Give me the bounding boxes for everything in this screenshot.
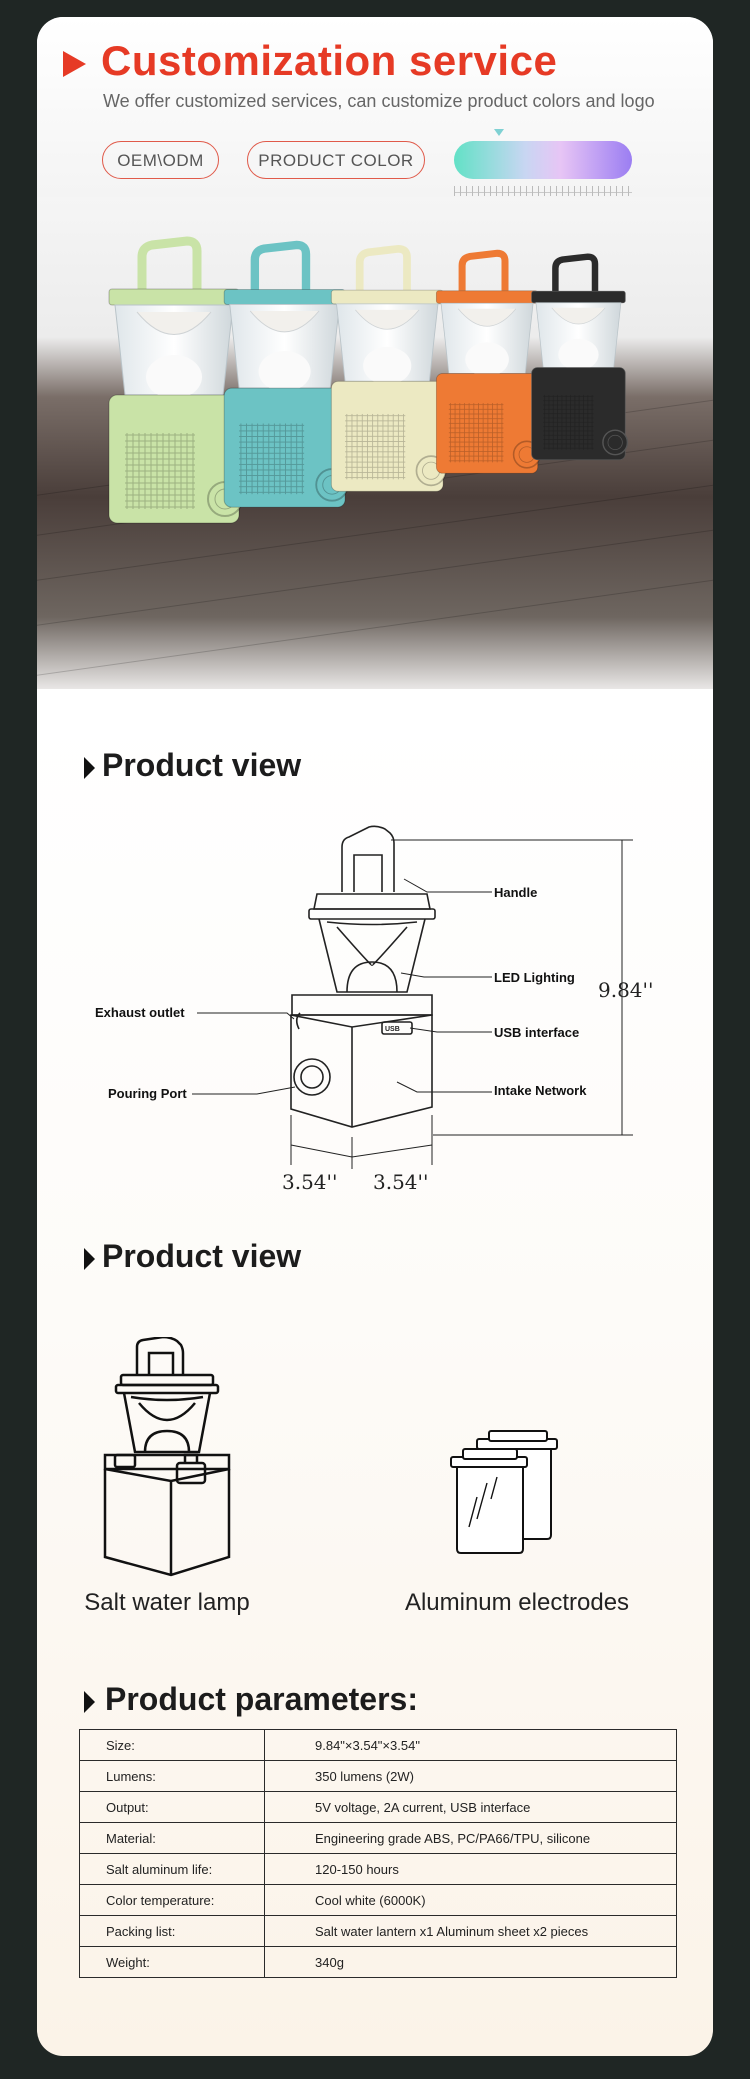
product-detail-card bbox=[37, 17, 713, 2056]
table-row bbox=[80, 1947, 677, 1978]
customization-header bbox=[37, 17, 713, 197]
param-value: 9.84"×3.54"×3.54" bbox=[265, 1730, 677, 1761]
section-triangle-icon bbox=[84, 1691, 95, 1713]
param-label: Weight: bbox=[80, 1947, 265, 1978]
param-label: Color temperature: bbox=[80, 1885, 265, 1916]
usb-badge-label: USB bbox=[385, 1026, 400, 1033]
param-value: 350 lumens (2W) bbox=[265, 1761, 677, 1792]
callout-handle: Handle bbox=[494, 885, 538, 900]
lantern-2 bbox=[224, 245, 348, 507]
param-label: Output: bbox=[80, 1792, 265, 1823]
param-label: Lumens: bbox=[80, 1761, 265, 1792]
callout-pouring-port: Pouring Port bbox=[108, 1086, 187, 1101]
color-gradient-slider[interactable] bbox=[454, 141, 632, 179]
table-row bbox=[80, 1916, 677, 1947]
table-row bbox=[80, 1730, 677, 1761]
width-dimension: 3.54'' bbox=[282, 1170, 338, 1194]
oem-odm-button[interactable]: OEM\ODM bbox=[102, 141, 219, 179]
param-value: 120-150 hours bbox=[265, 1854, 677, 1885]
lantern-technical-drawing bbox=[37, 797, 713, 1217]
param-value: 340g bbox=[265, 1947, 677, 1978]
table-row bbox=[80, 1885, 677, 1916]
height-dimension: 9.84'' bbox=[598, 978, 654, 1002]
caption-salt-water-lamp: Salt water lamp bbox=[84, 1589, 250, 1616]
param-label: Salt aluminum life: bbox=[80, 1854, 265, 1885]
lantern-1 bbox=[109, 241, 242, 523]
section-triangle-icon bbox=[84, 1248, 95, 1270]
parameters-table bbox=[79, 1729, 677, 1978]
callout-intake-network: Intake Network bbox=[494, 1083, 587, 1098]
page-title: Customization service bbox=[101, 37, 558, 84]
lantern-4 bbox=[436, 253, 540, 473]
table-row bbox=[80, 1761, 677, 1792]
table-row bbox=[80, 1792, 677, 1823]
callout-exhaust-outlet: Exhaust outlet bbox=[95, 1005, 185, 1020]
product-view-title-2: Product view bbox=[102, 1238, 302, 1274]
table-row bbox=[80, 1823, 677, 1854]
param-value: Salt water lantern x1 Aluminum sheet x2 pieces bbox=[265, 1916, 677, 1947]
param-value: Engineering grade ABS, PC/PA66/TPU, silicone bbox=[265, 1823, 677, 1854]
color-picker-marker-icon bbox=[494, 129, 504, 136]
lantern-5 bbox=[532, 257, 628, 460]
param-label: Material: bbox=[80, 1823, 265, 1854]
product-view-title: Product view bbox=[102, 747, 302, 783]
param-label: Packing list: bbox=[80, 1916, 265, 1947]
section-triangle-icon bbox=[84, 757, 95, 779]
lantern-3 bbox=[331, 249, 445, 492]
caption-aluminum-electrodes: Aluminum electrodes bbox=[404, 1589, 630, 1616]
salt-water-lamp-icon bbox=[97, 1337, 247, 1587]
play-triangle-icon bbox=[63, 51, 86, 77]
depth-dimension: 3.54'' bbox=[373, 1170, 429, 1194]
lantern-color-photo bbox=[37, 197, 713, 689]
aluminum-electrodes-icon bbox=[447, 1427, 572, 1567]
table-row bbox=[80, 1854, 677, 1885]
product-parameters-title: Product parameters: bbox=[105, 1681, 418, 1717]
color-scale-ticks bbox=[454, 186, 632, 196]
param-value: 5V voltage, 2A current, USB interface bbox=[265, 1792, 677, 1823]
param-label: Size: bbox=[80, 1730, 265, 1761]
product-color-button[interactable]: PRODUCT COLOR bbox=[247, 141, 425, 179]
param-value: Cool white (6000K) bbox=[265, 1885, 677, 1916]
page-subtitle: We offer customized services, can customize product colors and logo bbox=[103, 91, 655, 111]
callout-led-lighting: LED Lighting bbox=[494, 970, 575, 985]
callout-usb-interface: USB interface bbox=[494, 1025, 580, 1040]
